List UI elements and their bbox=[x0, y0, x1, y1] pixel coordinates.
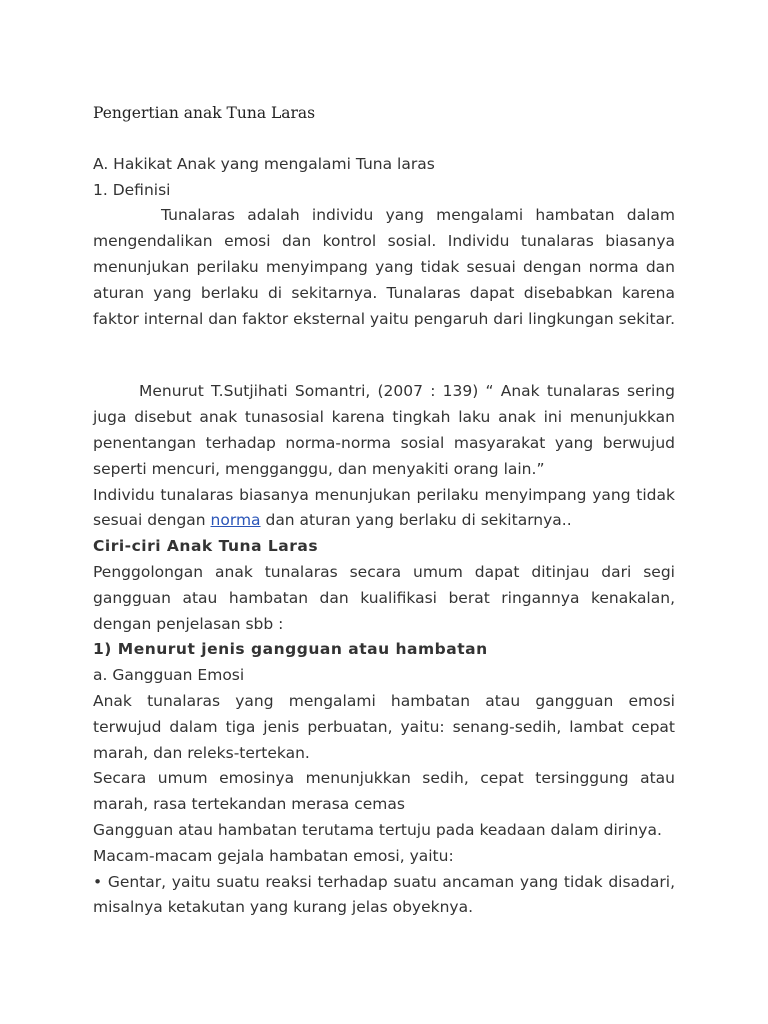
emosi-paragraph-3: Gangguan atau hambatan terutama tertuju pada keadaan dalam dirinya. bbox=[93, 820, 662, 839]
document-title: Pengertian anak Tuna Laras bbox=[93, 104, 316, 122]
document-page bbox=[93, 100, 675, 921]
quote-paragraph: Menurut T.Sutjihati Somantri, (2007 : 139) “ Anak tunalaras sering juga disebut anak tunasosial karena tingkah laku anak ini menunjukkan penentangan terhadap norma-norma sosial masyarakat yang berwujud seperti mencuri, mengganggu, dan menyakiti orang lain.” bbox=[93, 382, 675, 478]
point-a-heading: a. Gangguan Emosi bbox=[93, 666, 245, 685]
ciri-ciri-heading: Ciri-ciri Anak Tuna Laras bbox=[93, 537, 319, 556]
individu-text-end: dan aturan yang berlaku di sekitarnya.. bbox=[260, 511, 572, 530]
norma-link[interactable]: norma bbox=[210, 511, 261, 530]
blank-line bbox=[93, 126, 675, 152]
individu-paragraph bbox=[93, 483, 675, 535]
point-1-heading: 1) Menurut jenis gangguan atau hambatan bbox=[93, 640, 488, 659]
bullet-gentar: • Gentar, yaitu suatu reaksi terhadap suatu ancaman yang tidak disadari, misalnya ketakutan yang kurang jelas obyeknya. bbox=[93, 872, 675, 917]
section-heading-a: A. Hakikat Anak yang mengalami Tuna laras bbox=[93, 154, 435, 173]
penggolongan-paragraph: Penggolongan anak tunalaras secara umum dapat ditinjau dari segi gangguan atau hambatan dan kualifikasi berat ringannya kenakalan, dengan penjelasan sbb : bbox=[93, 562, 675, 633]
subsection-heading-definisi: 1. Definisi bbox=[93, 180, 171, 199]
emosi-paragraph-2: Secara umum emosinya menunjukkan sedih, cepat tersinggung atau marah, rasa tertekandan merasa cemas bbox=[93, 769, 675, 814]
individu-text-start: Individu tunalaras biasanya menunjukan perilaku menyimpang yang tidak sesuai dengan bbox=[93, 485, 675, 530]
emosi-paragraph-1: Anak tunalaras yang mengalami hambatan atau gangguan emosi terwujud dalam tiga jenis perbuatan, yaitu: senang-sedih, lambat cepat marah, dan releks-tertekan. bbox=[93, 691, 675, 762]
emosi-paragraph-4: Macam-macam gejala hambatan emosi, yaitu: bbox=[93, 846, 454, 865]
definition-paragraph: Tunalaras adalah individu yang mengalami hambatan dalam mengendalikan emosi dan kontrol sosial. Individu tunalaras biasanya menunjukan perilaku menyimpang yang tidak sesuai dengan norma dan aturan yang berlaku di sekitarnya. Tunalaras dapat disebabkan karena faktor internal dan faktor eksternal yaitu pengaruh dari lingkungan sekitar. bbox=[93, 206, 676, 328]
blank-space bbox=[93, 332, 675, 379]
